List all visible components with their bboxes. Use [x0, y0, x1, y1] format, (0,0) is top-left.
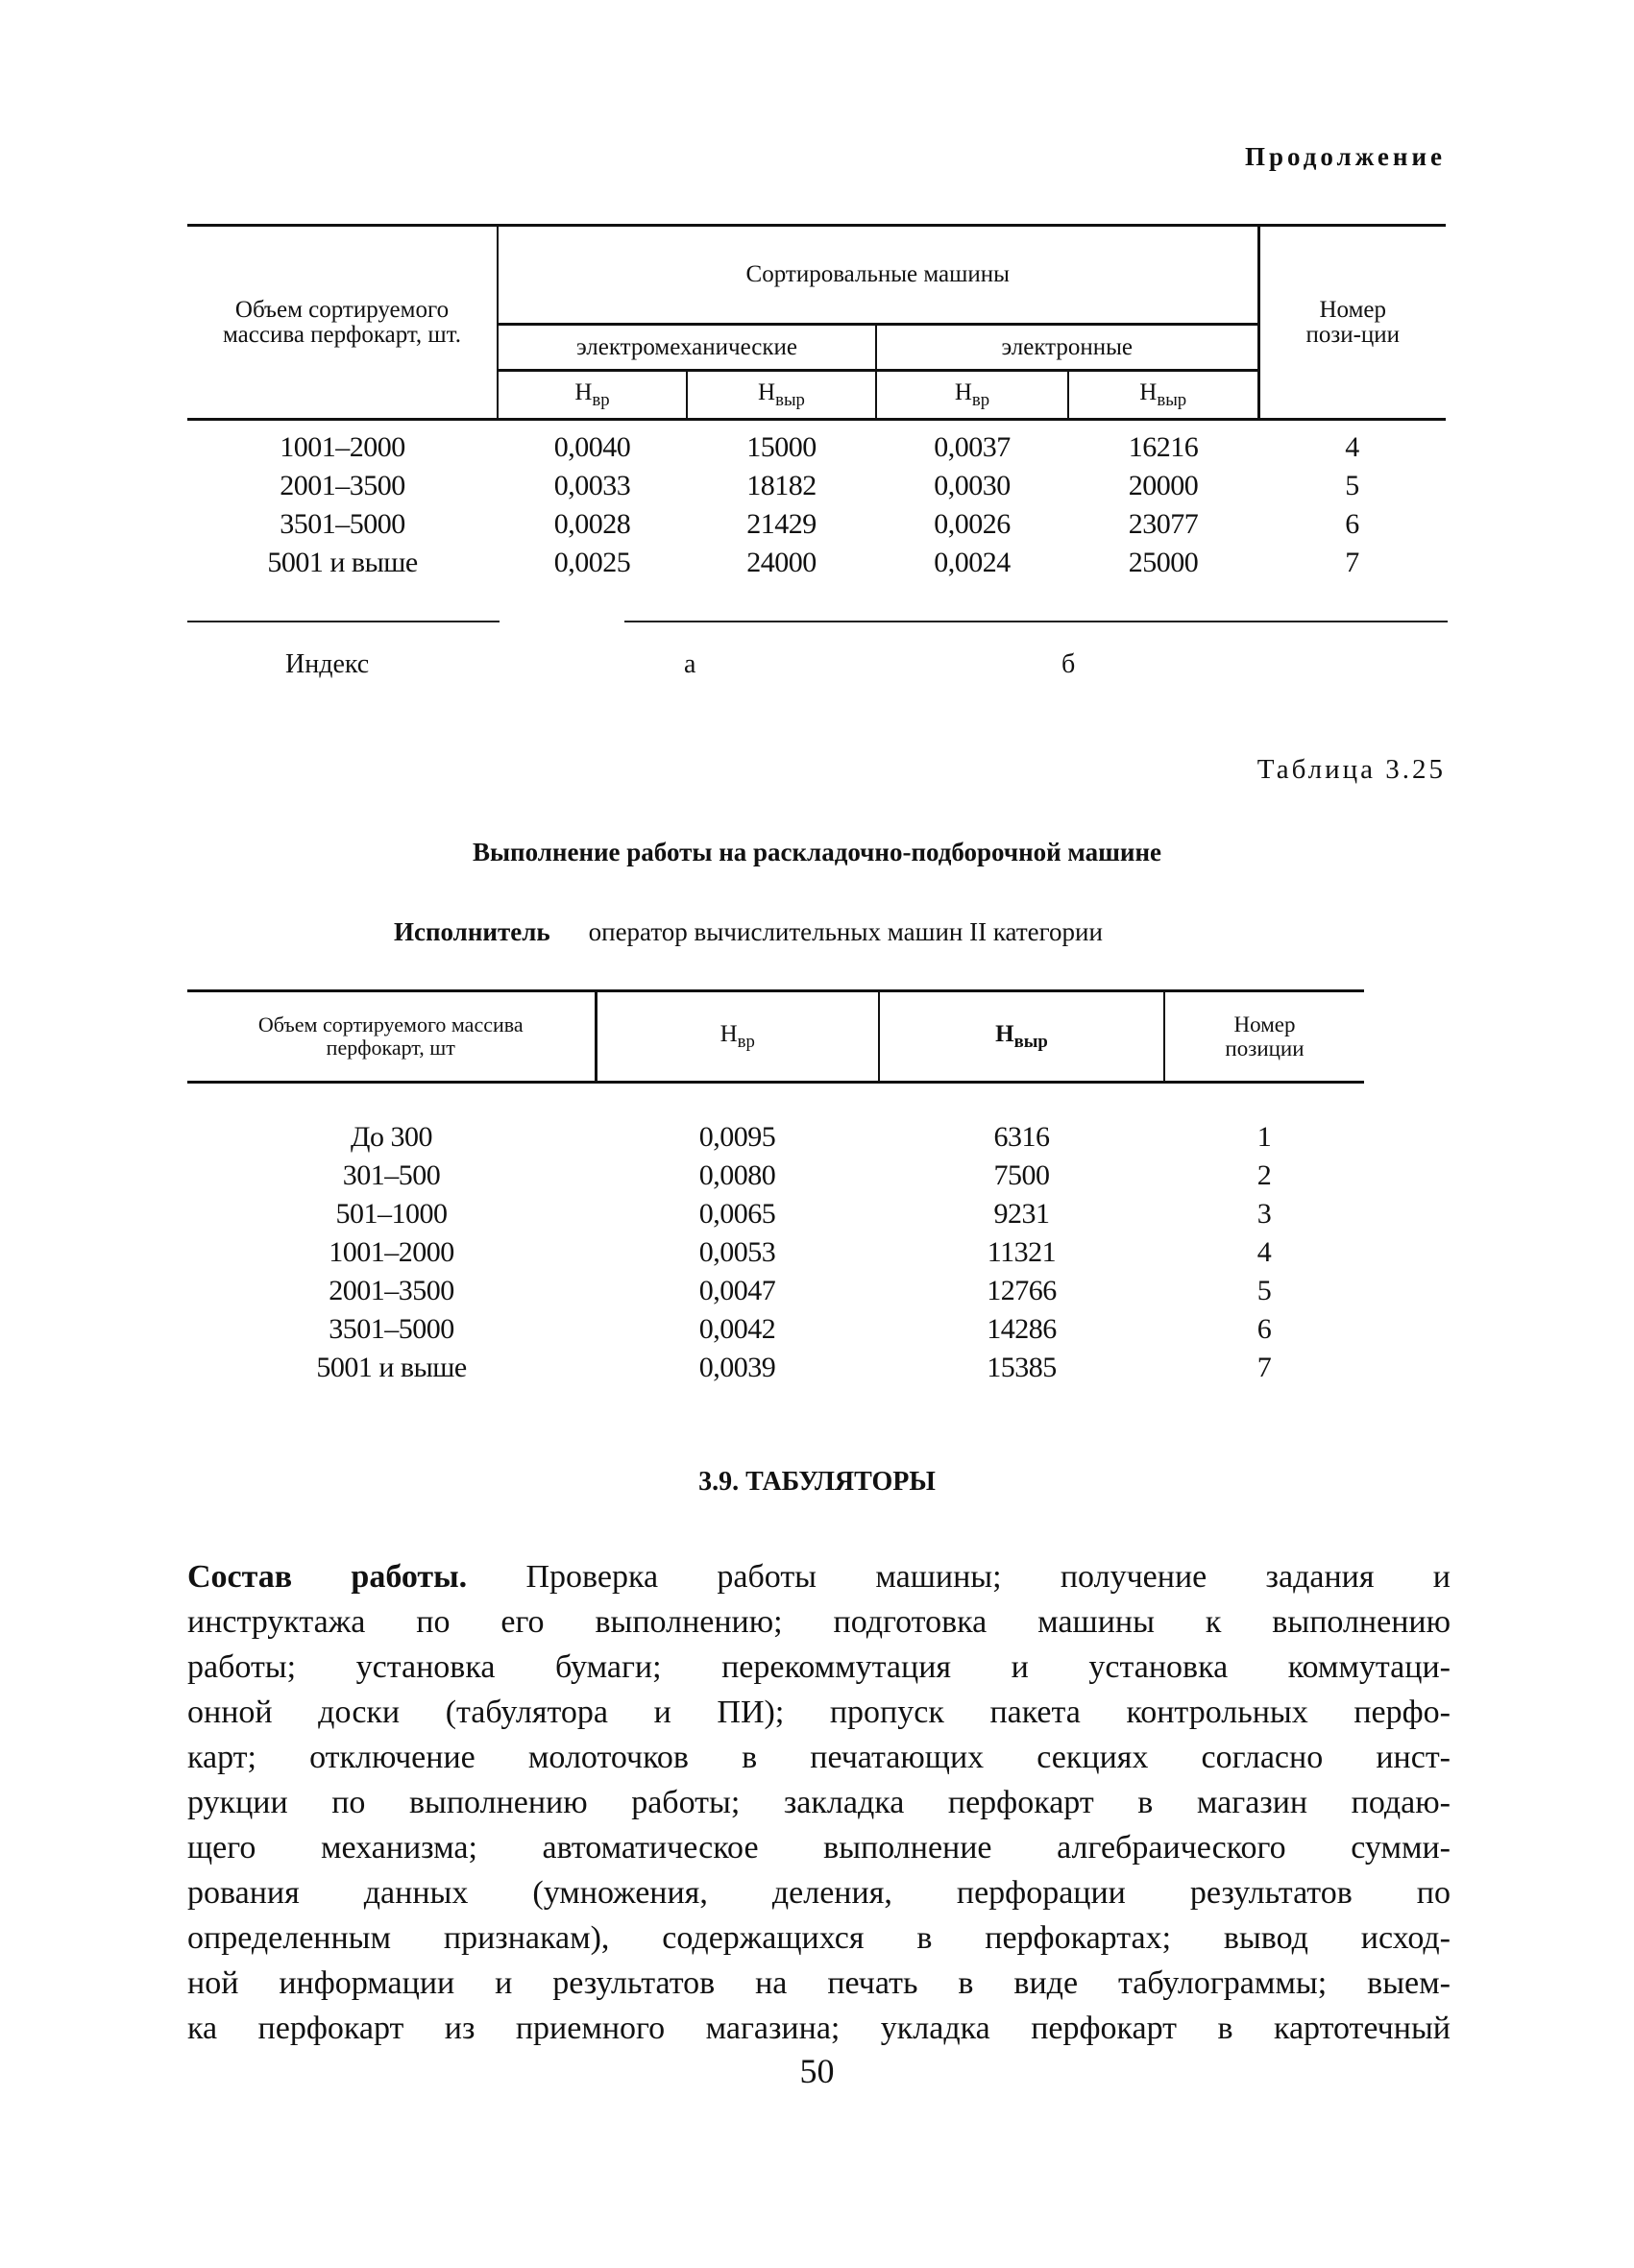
cell-volume: 3501–5000: [280, 508, 405, 540]
cell-position: 5: [1256, 1275, 1272, 1306]
cell-volume: До 300: [351, 1121, 432, 1153]
table-row: [187, 1310, 1364, 1349]
cell-position: 2: [1256, 1159, 1272, 1191]
cell-position: 6: [1345, 508, 1359, 540]
paragraph-lead: Состав работы.: [187, 1559, 468, 1595]
cell-nvr: 0,0065: [698, 1198, 776, 1230]
section-heading: 3.9. ТАБУЛЯТОРЫ: [698, 1467, 936, 1497]
cell-el-nvyr: 23077: [1128, 508, 1199, 540]
cell-nvr: 0,0095: [698, 1121, 776, 1153]
header-sorting-machines: Сортировальные машины: [498, 226, 1258, 325]
paragraph-line: ка перфокарт из приемного магазина; укладка перфокарт в картотечный: [187, 2011, 1451, 2046]
cell-nvyr: 11321: [987, 1236, 1057, 1268]
header-el-nvyr: $Н_{выр}$: [1068, 371, 1258, 420]
cell-volume: 5001 и выше: [316, 1352, 467, 1383]
header-position: Номер позиции: [1164, 991, 1364, 1083]
cell-nvr: 0,0053: [698, 1236, 776, 1268]
executor-value: оператор вычислительных машин II категории: [588, 917, 1103, 946]
table-row: [187, 505, 1446, 544]
cell-position: 7: [1345, 547, 1359, 578]
cell-nvr: 0,0047: [698, 1275, 776, 1306]
cell-em-nvyr: 15000: [746, 431, 817, 463]
divider: [624, 621, 1448, 622]
paragraph-line: карт; отключение молоточков в печатающих секциях согласно инст-: [187, 1740, 1451, 1775]
sorting-machines-table: [187, 224, 1446, 582]
cell-nvyr: 15385: [987, 1352, 1057, 1383]
header-nvyr: $Н_{выр}$: [879, 991, 1164, 1083]
cell-em-nvr: 0,0025: [553, 547, 631, 578]
table-row: [187, 1118, 1364, 1157]
header-electronic: электронные: [876, 325, 1258, 371]
executor-line: [394, 917, 1103, 947]
table-row: [187, 467, 1446, 505]
page-number: 50: [799, 2052, 835, 2090]
paragraph-line: ной информации и результатов на печать в виде табулограммы; выем-: [187, 1965, 1451, 2001]
cell-nvr: 0,0042: [698, 1313, 776, 1345]
cell-el-nvyr: 25000: [1128, 547, 1199, 578]
header-nvr: $Н_{вр}$: [596, 991, 879, 1083]
cell-el-nvr: 0,0037: [934, 431, 1011, 463]
header-electromechanical: электромеханические: [498, 325, 876, 371]
table-title: Выполнение работы на раскладочно-подборочной машине: [472, 838, 1162, 866]
cell-em-nvr: 0,0033: [553, 470, 631, 501]
paragraph-line: рования данных (умножения, деления, перфорации результатов по: [187, 1875, 1451, 1911]
header-volume: Объем сортируемого массива перфокарт, шт: [187, 991, 596, 1083]
table-row: [187, 1195, 1364, 1233]
paragraph-line: щего механизма; автоматическое выполнение алгебраического сумми-: [187, 1830, 1451, 1866]
sorting-machine-table: [187, 989, 1364, 1387]
cell-em-nvyr: 18182: [746, 470, 817, 501]
table-number: Таблица 3.25: [1256, 754, 1446, 785]
cell-el-nvr: 0,0024: [934, 547, 1011, 578]
executor-label: Исполнитель: [394, 917, 550, 946]
cell-nvyr: 9231: [993, 1198, 1050, 1230]
header-el-nvr: $Н_{вр}$: [876, 371, 1068, 420]
body-paragraph: [187, 1554, 1451, 2051]
header-position: Номер пози-ции: [1258, 226, 1446, 420]
cell-el-nvyr: 16216: [1128, 431, 1199, 463]
table-row: [187, 1157, 1364, 1195]
continuation-label: Продолжение: [1245, 142, 1446, 171]
table-row: [187, 1349, 1364, 1387]
cell-nvyr: 14286: [987, 1313, 1057, 1345]
header-em-nvyr: $Н_{выр}$: [687, 371, 876, 420]
cell-volume: 501–1000: [335, 1198, 448, 1230]
cell-position: 5: [1345, 470, 1359, 501]
cell-volume: 1001–2000: [280, 431, 405, 463]
cell-nvr: 0,0080: [698, 1159, 776, 1191]
paragraph-line: инструктажа по его выполнению; подготовка машины к выполнению: [187, 1604, 1451, 1640]
cell-volume: 5001 и выше: [267, 547, 418, 578]
paragraph-line: рукции по выполнению работы; закладка перфокарт в магазин подаю-: [187, 1785, 1451, 1820]
cell-position: 4: [1256, 1236, 1272, 1268]
cell-position: 6: [1256, 1313, 1272, 1345]
cell-nvyr: 6316: [993, 1121, 1050, 1153]
cell-volume: 3501–5000: [329, 1313, 454, 1345]
table-row: [187, 544, 1446, 582]
cell-em-nvyr: 21429: [746, 508, 817, 540]
header-em-nvr: $Н_{вр}$: [498, 371, 687, 420]
cell-el-nvyr: 20000: [1128, 470, 1199, 501]
cell-el-nvr: 0,0026: [934, 508, 1011, 540]
paragraph-line: определенным признакам), содержащихся в перфокартах; вывод исход-: [187, 1920, 1451, 1956]
cell-volume: 2001–3500: [329, 1275, 454, 1306]
cell-position: 3: [1256, 1198, 1272, 1230]
cell-em-nvr: 0,0028: [553, 508, 631, 540]
cell-position: 1: [1256, 1121, 1272, 1153]
paragraph-line: онной доски (табулятора и ПИ); пропуск пакета контрольных перфо-: [187, 1695, 1451, 1730]
header-volume: Объем сортируемого массива перфокарт, шт.: [187, 226, 498, 420]
cell-nvyr: 12766: [987, 1275, 1057, 1306]
index-label: Индекс: [285, 649, 370, 679]
index-a: а: [684, 649, 696, 679]
cell-nvyr: 7500: [993, 1159, 1050, 1191]
divider: [187, 621, 500, 622]
table-row: [187, 428, 1446, 467]
cell-volume: 2001–3500: [280, 470, 405, 501]
cell-em-nvr: 0,0040: [553, 431, 631, 463]
cell-position: 4: [1345, 431, 1359, 463]
index-b: б: [1061, 649, 1076, 679]
cell-el-nvr: 0,0030: [934, 470, 1011, 501]
cell-volume: 1001–2000: [329, 1236, 454, 1268]
table-row: [187, 1233, 1364, 1272]
table-row: [187, 1272, 1364, 1310]
paragraph-line: работы; установка бумаги; перекоммутация и установка коммутаци-: [187, 1649, 1451, 1685]
cell-em-nvyr: 24000: [746, 547, 817, 578]
cell-volume: 301–500: [342, 1159, 441, 1191]
cell-nvr: 0,0039: [698, 1352, 776, 1383]
paragraph-line: Состав работы. Проверка работы машины; получение задания и: [187, 1559, 1451, 1595]
cell-position: 7: [1256, 1352, 1272, 1383]
